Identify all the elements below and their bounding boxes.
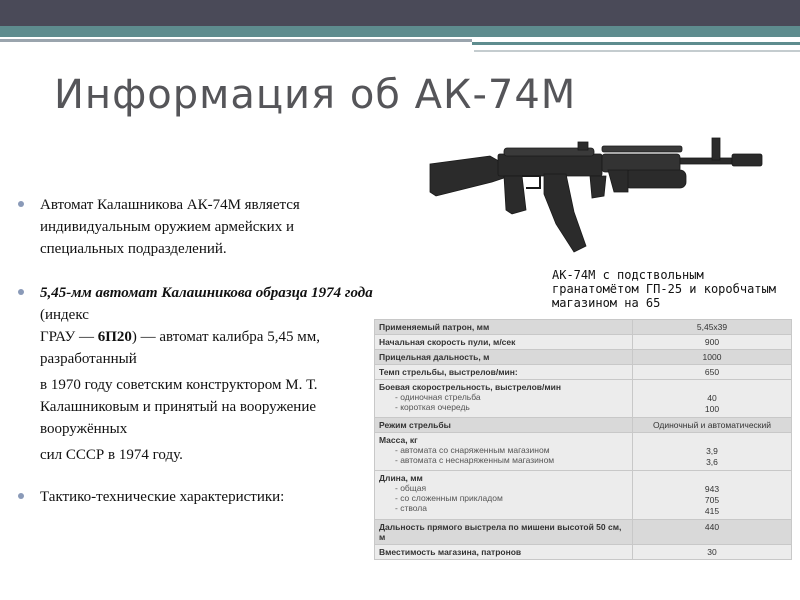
spec-value-spacer [637,435,787,446]
bullet-list [18,194,378,508]
bullet-text: ГРАУ — [40,329,98,345]
spec-value-cell [633,335,792,350]
spec-label-cell [375,320,633,335]
spec-value: 705 [704,495,720,505]
spec-value: Одиночный и автоматический [652,420,772,430]
table-row [375,418,792,433]
spec-label: Длина, мм [379,473,423,483]
spec-value-spacer [637,382,787,393]
header-bar-teal [0,26,800,37]
bullet-text: сил СССР в 1974 году. [40,447,183,463]
spec-value: 40 [707,393,717,403]
table-row [375,350,792,365]
spec-sublabel: - автомата с неснаряженным магазином [379,455,628,465]
spec-sublabel: - ствола [379,503,628,513]
spec-label: Режим стрельбы [379,420,451,430]
spec-value: 3,9 [706,446,718,456]
spec-value: 650 [704,367,720,377]
spec-value-cell [633,471,792,520]
spec-label: Вместимость магазина, патронов [379,547,522,557]
spec-value: 943 [704,484,720,494]
spec-value-cell [633,520,792,545]
spec-value: 415 [704,506,720,516]
table-row [375,471,792,520]
bullet-dot-icon [18,493,24,499]
spec-value: 100 [704,404,720,414]
table-row [375,520,792,545]
spec-label-cell [375,380,633,418]
spec-label: Масса, кг [379,435,418,445]
bullet-text: ) — автомат калибра 5,45 мм, разработанный [40,329,320,367]
bullet-emphasis: 5,45-мм автомат Калашникова образца 1974 года [40,285,373,301]
spec-value-spacer [637,473,787,484]
header-line [472,42,800,45]
bullet-item [18,194,378,260]
bullet-text: (индекс [40,307,89,323]
spec-label: Дальность прямого выстрела по мишени высотой 50 см, м [379,522,622,542]
table-row [375,545,792,560]
slide-title: Информация об АК-74М [54,72,577,118]
bullet-dot-icon [18,289,24,295]
spec-label-cell [375,335,633,350]
image-caption: АК-74М с подствольным гранатомётом ГП-25 и коробчатым магазином на 65 [552,268,776,310]
bullet-text: в 1970 году советским конструктором М. Т. Калашниковым и принятый на вооружение вооружённых [40,377,318,437]
bullet-dot-icon [18,201,24,207]
header-bar-dark [0,0,800,26]
spec-value-cell [633,350,792,365]
spec-label-cell [375,350,633,365]
header-line [474,50,800,52]
spec-value: 1000 [702,352,722,362]
spec-value: 900 [704,337,720,347]
bullet-text: Тактико-технические характеристики: [40,489,285,505]
table-row [375,433,792,471]
spec-value-cell [633,380,792,418]
spec-label-cell [375,365,633,380]
spec-label: Темп стрельбы, выстрелов/мин: [379,367,518,377]
spec-value-cell [633,365,792,380]
header-line [0,39,472,42]
bullet-item [18,486,378,508]
spec-sublabel: - со сложенным прикладом [379,493,628,503]
spec-sublabel: - короткая очередь [379,402,628,412]
spec-label-cell [375,520,633,545]
table-row [375,365,792,380]
spec-label: Применяемый патрон, мм [379,322,490,332]
spec-label: Боевая скорострельность, выстрелов/мин [379,382,562,392]
spec-label-cell [375,471,633,520]
grau-index: 6П20 [97,329,132,345]
spec-value: 3,6 [706,457,718,467]
spec-label: Прицельная дальность, м [379,352,490,362]
spec-value-cell [633,320,792,335]
spec-value: 5,45x39 [696,322,728,332]
spec-label: Начальная скорость пули, м/сек [379,337,516,347]
spec-sublabel: - общая [379,483,628,493]
spec-value-cell [633,433,792,471]
spec-label-cell [375,433,633,471]
spec-value: 30 [707,547,717,557]
bullet-item [18,282,378,466]
spec-value: 440 [704,522,720,532]
spec-sublabel: - автомата со снаряженным магазином [379,445,628,455]
spec-table [374,319,792,560]
spec-sublabel: - одиночная стрельба [379,392,628,402]
spec-label-cell [375,545,633,560]
table-row [375,320,792,335]
table-row [375,335,792,350]
table-row [375,380,792,418]
rifle-icon [428,134,768,262]
bullet-text: Автомат Калашникова АК-74М является индивидуальным оружием армейских и специальных подразделений. [40,197,300,257]
spec-value-cell [633,418,792,433]
spec-value-cell [633,545,792,560]
spec-label-cell [375,418,633,433]
